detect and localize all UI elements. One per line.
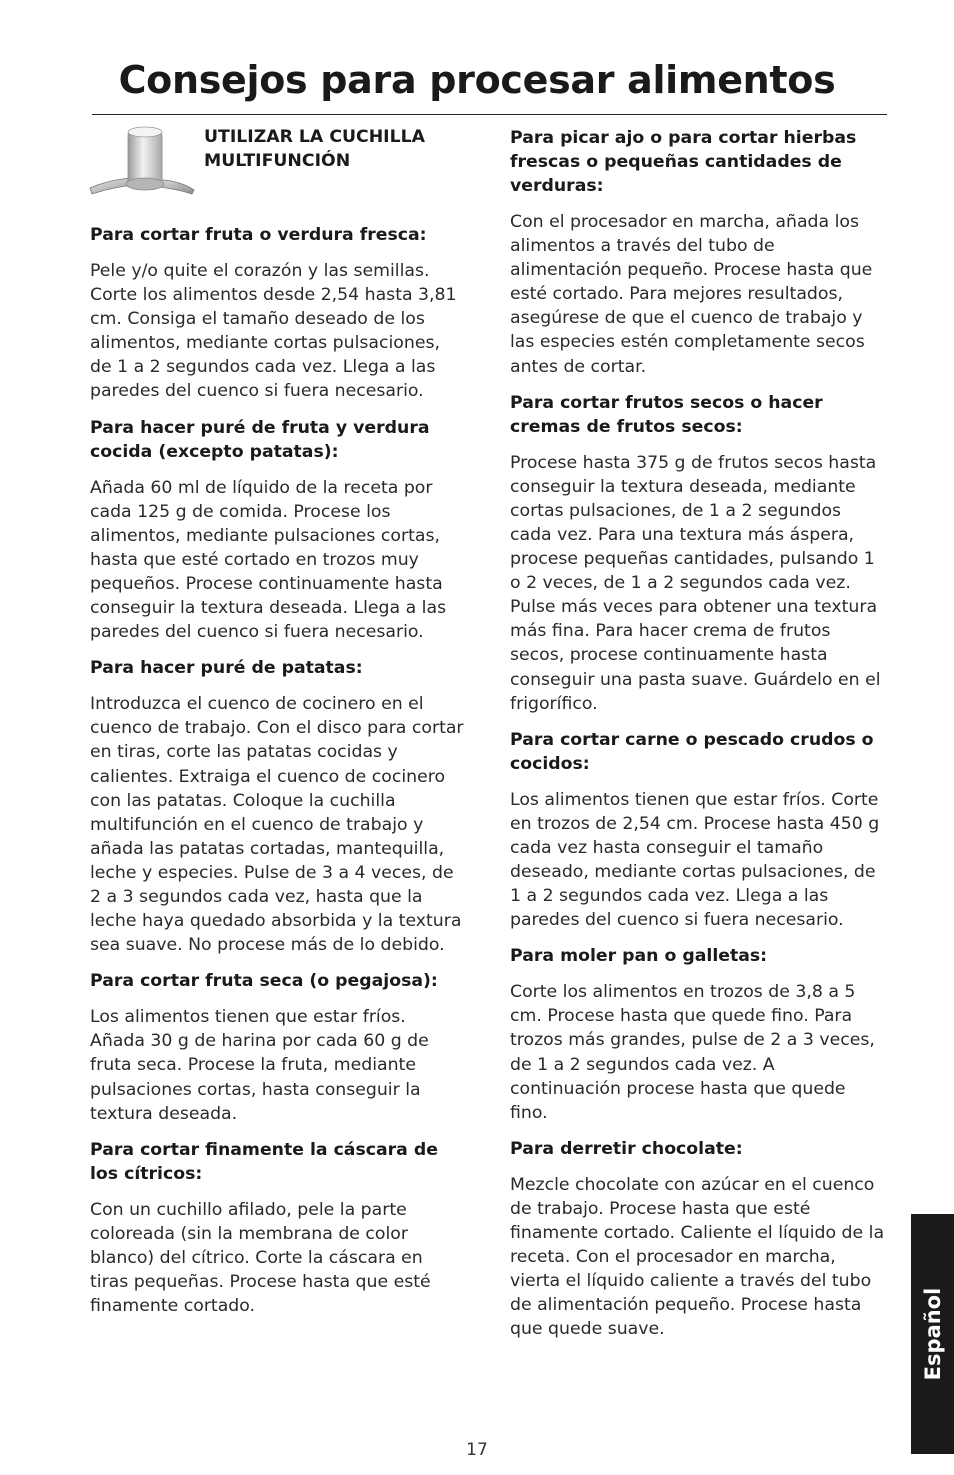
- blade-section-title: UTILIZAR LA CUCHILLA MULTIFUNCIÓN: [204, 127, 426, 171]
- section-heading: Para cortar finamente la cáscara de los cítricos:: [90, 1139, 438, 1184]
- section-text: Procese hasta 375 g de frutos secos hasta conseguir la textura deseada, mediante cortas pulsaciones, de 1 a 2 segundos cada vez. Para una textura más áspera, procese pequeñas cantidades, pulsando 1 o 2 veces, de 1 a 2 segundos cada vez. Pulse más veces para obtener una textura más fina. Para hacer crema de frutos secos, procese continuamente hasta conseguir una pasta suave. Guárdelo en el frigorífico.: [510, 452, 881, 714]
- section-heading: Para picar ajo o para cortar hierbas frescas o pequeñas cantidades de verduras:: [510, 128, 857, 196]
- title-divider: [92, 114, 887, 115]
- section-heading: Para cortar carne o pescado crudos o cocidos:: [510, 729, 874, 774]
- section-text: Añada 60 ml de líquido de la receta por cada 125 g de comida. Procese los alimentos, mediante pulsaciones cortas, hasta que esté cortado en trozos muy pequeños. Procese continuamente hasta conseguir la textura deseada. Llega a las paredes del cuenco si fuera necesario.: [90, 477, 447, 643]
- page-number: 17: [466, 1440, 488, 1460]
- section-text: Con el procesador en marcha, añada los alimentos a través del tubo de alimentación pequeño. Procese hasta que esté cortado. Para mejores resultados, asegúrese de que el cuenco de trabajo y las especies estén completamente secos antes de cortar.: [510, 212, 873, 377]
- section-text: Introduzca el cuenco de cocinero en el cuenco de trabajo. Con el disco para cortar en tiras, corte las patatas cocidas y calientes. Extraiga el cuenco de cocinero con las patatas. Coloque la cuchilla multifunción en el cuenco de trabajo y añada las patatas cortadas, mantequilla, leche y especies. Pulse de 3 a 4 veces, de 2 a 3 segundos cada vez, hasta que la leche haya quedado absorbida y la textura sea suave. No procese más de lo debido.: [90, 694, 464, 956]
- section-heading: Para hacer puré de fruta y verdura cocida (excepto patatas):: [90, 417, 430, 462]
- section-text: Los alimentos tienen que estar fríos. Añada 30 g de harina por cada 60 g de fruta seca. Procese la fruta, mediante pulsaciones cortas, hasta conseguir la textura deseada.: [90, 1007, 429, 1124]
- right-column: [510, 126, 886, 1353]
- section-text: Corte los alimentos en trozos de 3,8 a 5 cm. Procese hasta que quede fino. Para trozos más grandes, pulse de 2 a 3 veces, de 1 a 2 segundos cada vez. A continuación procese hasta que quede fino.: [510, 982, 875, 1123]
- section-text: Mezcle chocolate con azúcar en el cuenco de trabajo. Procese hasta que esté finamente cortado. Caliente el líquido de la receta. Con el procesador en marcha, vierta el líquido caliente a través del tubo de alimentación pequeño. Procese hasta que quede suave.: [510, 1174, 885, 1340]
- section-text: Pele y/o quite el corazón y las semillas. Corte los alimentos desde 2,54 hasta 3,81 cm. Consiga el tamaño deseado de los alimentos, mediante cortas pulsaciones, de 1 a 2 segundos cada vez. Llega a las paredes del cuenco si fuera necesario.: [90, 261, 457, 402]
- section-heading: Para moler pan o galletas:: [510, 946, 768, 967]
- section-text: Los alimentos tienen que estar fríos. Corte en trozos de 2,54 cm. Procese hasta 450 g cada vez hasta conseguir el tamaño deseado, mediante cortas pulsaciones, de 1 a 2 segundos cada vez. Llega a las paredes del cuenco si fuera necesario.: [510, 789, 880, 931]
- language-tab-label: Español: [920, 1287, 945, 1381]
- section-text: Con un cuchillo afilado, pele la parte coloreada (sin la membrana de color blanco) del cítrico. Corte la cáscara en tiras pequeñas. Procese hasta que esté finamente cortado.: [90, 1199, 431, 1317]
- section-heading: Para hacer puré de patatas:: [90, 658, 363, 679]
- multipurpose-blade-icon: [88, 124, 196, 202]
- section-heading: Para cortar frutos secos o hacer cremas de frutos secos:: [510, 392, 823, 437]
- blade-section-header: [90, 126, 466, 223]
- section-heading: Para derretir chocolate:: [510, 1138, 743, 1159]
- section-heading: Para cortar fruta o verdura fresca:: [90, 225, 427, 245]
- page-title: Consejos para procesar alimentos: [118, 58, 836, 102]
- left-column: [90, 126, 466, 1330]
- language-tab: [911, 1214, 954, 1454]
- section-heading: Para cortar fruta seca (o pegajosa):: [90, 971, 438, 992]
